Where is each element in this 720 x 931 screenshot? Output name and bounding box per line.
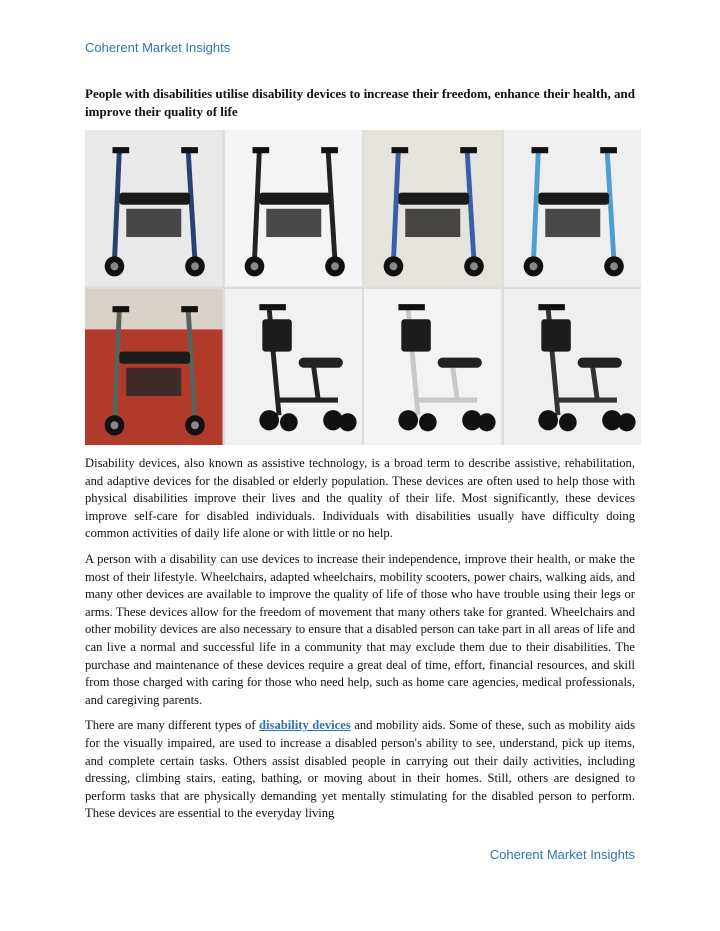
photo-rollator-grey-red-floor (85, 289, 223, 446)
paragraph-3-start: There are many different types of (85, 718, 260, 733)
paragraph-3-rest: and mobility aids. Some of these, such as mobility aids for the visually impaired, are used to increase a disabled person's ability to see, understand, pick up items, and complete certain tasks. Others assist disabled people in carrying out their daily activities, including dressing, climbing stairs, eating, bathing, or moving about in their homes. Still, others are designed to perform tasks that are physically demanding yet mentally stimulating for the disabled person to perform. These devices are essential to the everyday living (85, 718, 635, 821)
disability-devices-link[interactable]: disability devices (259, 718, 351, 733)
paragraph-2: A person with a disability can use devices to increase their independence, improve their health, or make the most of their lifestyle. Wheelchairs, adapted wheelchairs, mobility scooters, power chairs, walking aids, and many other devices are available to improve the quality of life of those who have trouble using their legs or arms. These devices allow for the freedom of movement that many others take for granted. Wheelchairs and other mobility devices are also necessary to ensure that a disabled person can take part in all areas of life and can live a normal and successful life in a community that may exclude them due to their disabilities. The purchase and maintenance of these devices require a great deal of time, effort, financial resources, and skill from those charged with caring for those who need help, such as home care agencies, medical professionals, and caregiving parents. (85, 551, 635, 707)
photo-knee-walker-black (504, 289, 642, 446)
photo-knee-walker-basket (225, 289, 363, 446)
product-photo-grid (85, 130, 641, 445)
paragraph-3 (85, 717, 635, 823)
photo-rollator-light-blue (504, 130, 642, 287)
photo-rollator-black-seat (225, 130, 363, 287)
header-link[interactable]: Coherent Market Insights (85, 40, 231, 55)
footer-link[interactable]: Coherent Market Insights (489, 847, 635, 862)
photo-rollator-black-blue (85, 130, 223, 287)
article-body (85, 455, 635, 831)
document-title: People with disabilities utilise disability devices to increase their freedom, enhance their health, and improve their quality of life (85, 86, 635, 119)
photo-knee-walker-silver (364, 289, 502, 446)
paragraph-1: Disability devices, also known as assistive technology, is a broad term to describe assistive, rehabilitation, and adaptive devices for the disabled or elderly population. These devices are often used to help those with physical disabilities improve their lives and the quality of their life. Most significantly, these devices improve self-care for disabled individuals. Individuals with disabilities usually have difficulty doing common activities of daily life alone or with little or no help. (85, 456, 635, 541)
photo-rollator-blue-basket (364, 130, 502, 287)
